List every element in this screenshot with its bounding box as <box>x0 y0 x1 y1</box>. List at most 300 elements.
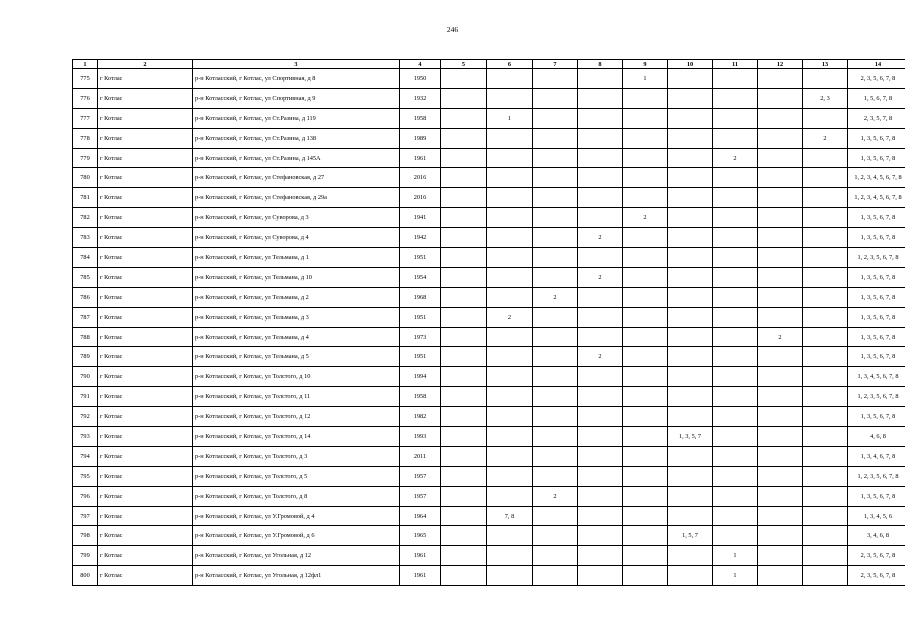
row-city: г Котлас <box>98 526 193 546</box>
row-address: р-н Котласский, г Котлас, ул Спортивная, д 9 <box>193 88 400 108</box>
row-address: р-н Котласский, г Котлас, ул Угольная, д 12 <box>193 546 400 566</box>
row-address: р-н Котласский, г Котлас, ул Толстого, д 3 <box>193 446 400 466</box>
row-address: р-н Котласский, г Котлас, ул У.Громовой, д 4 <box>193 506 400 526</box>
row-col-7 <box>533 148 578 168</box>
row-col-11 <box>713 506 758 526</box>
row-address: р-н Котласский, г Котлас, ул Тельмана, д 4 <box>193 327 400 347</box>
row-col-13 <box>803 566 848 586</box>
row-col-6 <box>487 267 533 287</box>
row-city: г Котлас <box>98 327 193 347</box>
row-col-12 <box>758 267 803 287</box>
row-col-6 <box>487 208 533 228</box>
row-col-14: 1, 3, 4, 5, 6, 7, 8 <box>848 367 905 387</box>
row-address: р-н Котласский, г Котлас, ул Ст.Разина, д 119 <box>193 108 400 128</box>
row-col-12 <box>758 546 803 566</box>
row-col-14: 1, 3, 4, 6, 7, 8 <box>848 446 905 466</box>
row-col-7 <box>533 566 578 586</box>
row-col-12 <box>758 446 803 466</box>
row-col-5 <box>441 168 487 188</box>
row-col-14: 1, 3, 5, 6, 7, 8 <box>848 347 905 367</box>
row-year: 1954 <box>400 267 441 287</box>
row-col-6 <box>487 407 533 427</box>
row-col-12 <box>758 88 803 108</box>
column-header: 12 <box>758 60 803 69</box>
row-col-14: 1, 2, 3, 4, 5, 6, 7, 8 <box>848 168 905 188</box>
row-col-6 <box>487 486 533 506</box>
row-col-8 <box>578 108 623 128</box>
row-year: 1964 <box>400 506 441 526</box>
column-header: 13 <box>803 60 848 69</box>
row-city: г Котлас <box>98 287 193 307</box>
row-col-5 <box>441 307 487 327</box>
row-col-7 <box>533 446 578 466</box>
row-year: 1951 <box>400 347 441 367</box>
row-year: 1968 <box>400 287 441 307</box>
table-row <box>73 387 905 407</box>
data-table <box>72 59 905 586</box>
row-col-6 <box>487 327 533 347</box>
row-city: г Котлас <box>98 108 193 128</box>
row-col-14: 4, 6, 8 <box>848 427 905 447</box>
row-col-6 <box>487 168 533 188</box>
row-col-11 <box>713 526 758 546</box>
row-col-14: 2, 3, 5, 6, 7, 8 <box>848 546 905 566</box>
row-col-5 <box>441 466 487 486</box>
row-city: г Котлас <box>98 168 193 188</box>
table-row <box>73 267 905 287</box>
row-year: 1982 <box>400 407 441 427</box>
row-col-9 <box>623 248 668 268</box>
row-number: 780 <box>73 168 98 188</box>
row-col-9 <box>623 546 668 566</box>
row-col-13 <box>803 188 848 208</box>
row-col-8 <box>578 168 623 188</box>
table-row <box>73 188 905 208</box>
row-col-14: 1, 2, 3, 4, 5, 6, 7, 8 <box>848 188 905 208</box>
row-col-5 <box>441 188 487 208</box>
row-col-13 <box>803 228 848 248</box>
row-col-9 <box>623 168 668 188</box>
row-col-10 <box>668 128 713 148</box>
row-col-5 <box>441 88 487 108</box>
row-col-11 <box>713 248 758 268</box>
row-city: г Котлас <box>98 128 193 148</box>
row-col-14: 1, 2, 3, 5, 6, 7, 8 <box>848 387 905 407</box>
row-col-10 <box>668 566 713 586</box>
row-col-11 <box>713 307 758 327</box>
row-col-14: 3, 4, 6, 8 <box>848 526 905 546</box>
row-col-13 <box>803 108 848 128</box>
row-col-8 <box>578 466 623 486</box>
row-col-10 <box>668 367 713 387</box>
page-number: 246 <box>446 25 459 34</box>
row-city: г Котлас <box>98 88 193 108</box>
row-col-6 <box>487 228 533 248</box>
row-year: 2016 <box>400 188 441 208</box>
row-col-9 <box>623 88 668 108</box>
row-col-5 <box>441 427 487 447</box>
row-col-10 <box>668 228 713 248</box>
row-col-11 <box>713 267 758 287</box>
row-address: р-н Котласский, г Котлас, ул Толстого, д 8 <box>193 486 400 506</box>
row-col-6 <box>487 566 533 586</box>
row-city: г Котлас <box>98 188 193 208</box>
row-col-8 <box>578 287 623 307</box>
row-col-12 <box>758 387 803 407</box>
row-address: р-н Котласский, г Котлас, ул Тельмана, д 1 <box>193 248 400 268</box>
row-col-14: 2, 3, 5, 6, 7, 8 <box>848 69 905 89</box>
row-col-5 <box>441 128 487 148</box>
row-col-7 <box>533 506 578 526</box>
row-col-14: 1, 3, 5, 6, 7, 8 <box>848 327 905 347</box>
row-col-11 <box>713 427 758 447</box>
row-number: 800 <box>73 566 98 586</box>
row-year: 1989 <box>400 128 441 148</box>
row-col-13 <box>803 427 848 447</box>
row-col-9 <box>623 188 668 208</box>
row-city: г Котлас <box>98 387 193 407</box>
row-col-13 <box>803 168 848 188</box>
row-col-7 <box>533 88 578 108</box>
row-col-6 <box>487 367 533 387</box>
row-col-12 <box>758 287 803 307</box>
row-col-11 <box>713 69 758 89</box>
row-col-14: 2, 3, 5, 7, 8 <box>848 108 905 128</box>
row-col-9 <box>623 108 668 128</box>
row-col-8 <box>578 128 623 148</box>
table-row <box>73 327 905 347</box>
row-col-8 <box>578 387 623 407</box>
row-col-6 <box>487 287 533 307</box>
row-col-8 <box>578 148 623 168</box>
row-address: р-н Котласский, г Котлас, ул Стефановская, д 27 <box>193 168 400 188</box>
row-col-12 <box>758 566 803 586</box>
row-col-9 <box>623 347 668 367</box>
row-col-12 <box>758 367 803 387</box>
row-year: 1950 <box>400 69 441 89</box>
row-col-10 <box>668 168 713 188</box>
row-city: г Котлас <box>98 546 193 566</box>
row-number: 781 <box>73 188 98 208</box>
row-col-13 <box>803 208 848 228</box>
row-col-8 <box>578 327 623 347</box>
column-header: 11 <box>713 60 758 69</box>
row-col-12 <box>758 69 803 89</box>
row-address: р-н Котласский, г Котлас, ул Ст.Разина, д 138 <box>193 128 400 148</box>
row-col-5 <box>441 506 487 526</box>
row-col-5 <box>441 387 487 407</box>
row-col-12 <box>758 248 803 268</box>
row-address: р-н Котласский, г Котлас, ул Тельмана, д 3 <box>193 307 400 327</box>
table-row <box>73 208 905 228</box>
row-col-13 <box>803 367 848 387</box>
row-col-12 <box>758 228 803 248</box>
table-row <box>73 248 905 268</box>
row-col-5 <box>441 287 487 307</box>
row-col-6 <box>487 347 533 367</box>
row-address: р-н Котласский, г Котлас, ул У.Громовой, д 6 <box>193 526 400 546</box>
row-col-5 <box>441 228 487 248</box>
row-col-11 <box>713 446 758 466</box>
row-address: р-н Котласский, г Котлас, ул Толстого, д 14 <box>193 427 400 447</box>
row-col-13 <box>803 347 848 367</box>
row-col-13: 2 <box>803 128 848 148</box>
table-row <box>73 108 905 128</box>
row-city: г Котлас <box>98 248 193 268</box>
row-col-7 <box>533 128 578 148</box>
row-col-8 <box>578 307 623 327</box>
table-row <box>73 367 905 387</box>
column-header: 7 <box>533 60 578 69</box>
row-city: г Котлас <box>98 228 193 248</box>
row-col-7 <box>533 267 578 287</box>
row-number: 787 <box>73 307 98 327</box>
row-col-12 <box>758 506 803 526</box>
row-col-6 <box>487 466 533 486</box>
row-col-6 <box>487 427 533 447</box>
row-city: г Котлас <box>98 69 193 89</box>
table-row <box>73 407 905 427</box>
row-col-14: 1, 3, 5, 6, 7, 8 <box>848 128 905 148</box>
row-col-9 <box>623 387 668 407</box>
row-col-14: 1, 3, 5, 6, 7, 8 <box>848 148 905 168</box>
row-col-14: 1, 3, 5, 6, 7, 8 <box>848 208 905 228</box>
table-row <box>73 307 905 327</box>
row-year: 1961 <box>400 148 441 168</box>
row-col-13 <box>803 466 848 486</box>
row-col-7 <box>533 228 578 248</box>
row-col-14: 1, 3, 5, 6, 7, 8 <box>848 307 905 327</box>
row-col-10 <box>668 108 713 128</box>
row-col-7: 2 <box>533 287 578 307</box>
row-col-14: 1, 3, 5, 6, 7, 8 <box>848 287 905 307</box>
row-col-7 <box>533 427 578 447</box>
row-col-10 <box>668 446 713 466</box>
row-col-6 <box>487 546 533 566</box>
row-col-9 <box>623 307 668 327</box>
row-col-10 <box>668 466 713 486</box>
column-header: 9 <box>623 60 668 69</box>
row-col-10 <box>668 287 713 307</box>
row-col-10 <box>668 208 713 228</box>
column-header: 8 <box>578 60 623 69</box>
row-col-11 <box>713 228 758 248</box>
column-header: 3 <box>193 60 400 69</box>
row-col-12: 2 <box>758 327 803 347</box>
row-col-8: 2 <box>578 267 623 287</box>
table-row <box>73 287 905 307</box>
row-address: р-н Котласский, г Котлас, ул Толстого, д 11 <box>193 387 400 407</box>
row-year: 1942 <box>400 228 441 248</box>
row-col-8 <box>578 407 623 427</box>
row-col-7 <box>533 248 578 268</box>
row-col-8 <box>578 188 623 208</box>
row-address: р-н Котласский, г Котлас, ул Тельмана, д 10 <box>193 267 400 287</box>
row-number: 783 <box>73 228 98 248</box>
row-col-6 <box>487 128 533 148</box>
row-col-10 <box>668 148 713 168</box>
row-col-13 <box>803 69 848 89</box>
row-col-8: 2 <box>578 228 623 248</box>
row-city: г Котлас <box>98 367 193 387</box>
row-city: г Котлас <box>98 446 193 466</box>
table-row <box>73 486 905 506</box>
row-col-14: 1, 3, 5, 6, 7, 8 <box>848 267 905 287</box>
table-row <box>73 148 905 168</box>
row-col-7 <box>533 367 578 387</box>
row-city: г Котлас <box>98 347 193 367</box>
row-col-5 <box>441 208 487 228</box>
row-col-5 <box>441 347 487 367</box>
table-row <box>73 168 905 188</box>
row-col-6 <box>487 526 533 546</box>
row-col-11 <box>713 188 758 208</box>
row-address: р-н Котласский, г Котлас, ул Тельмана, д 5 <box>193 347 400 367</box>
row-col-13 <box>803 148 848 168</box>
row-col-12 <box>758 208 803 228</box>
row-col-9 <box>623 506 668 526</box>
row-year: 2016 <box>400 168 441 188</box>
row-col-13 <box>803 546 848 566</box>
row-col-14: 1, 5, 6, 7, 8 <box>848 88 905 108</box>
row-city: г Котлас <box>98 148 193 168</box>
row-col-10 <box>668 88 713 108</box>
row-col-13 <box>803 307 848 327</box>
row-col-14: 2, 3, 5, 6, 7, 8 <box>848 566 905 586</box>
row-number: 791 <box>73 387 98 407</box>
row-number: 782 <box>73 208 98 228</box>
row-col-9 <box>623 287 668 307</box>
row-col-5 <box>441 446 487 466</box>
column-header: 1 <box>73 60 98 69</box>
row-year: 1951 <box>400 307 441 327</box>
row-col-9 <box>623 128 668 148</box>
row-address: р-н Котласский, г Котлас, ул Толстого, д 10 <box>193 367 400 387</box>
row-year: 1932 <box>400 88 441 108</box>
row-col-13 <box>803 446 848 466</box>
row-number: 794 <box>73 446 98 466</box>
row-number: 775 <box>73 69 98 89</box>
row-year: 1965 <box>400 526 441 546</box>
row-number: 793 <box>73 427 98 447</box>
row-city: г Котлас <box>98 307 193 327</box>
row-col-8 <box>578 526 623 546</box>
row-col-6 <box>487 387 533 407</box>
row-col-6 <box>487 248 533 268</box>
row-col-6 <box>487 188 533 208</box>
row-col-12 <box>758 486 803 506</box>
row-col-5 <box>441 248 487 268</box>
row-year: 1941 <box>400 208 441 228</box>
row-col-11: 1 <box>713 546 758 566</box>
row-city: г Котлас <box>98 466 193 486</box>
row-col-12 <box>758 108 803 128</box>
row-number: 795 <box>73 466 98 486</box>
row-col-5 <box>441 69 487 89</box>
row-col-12 <box>758 347 803 367</box>
column-header: 6 <box>487 60 533 69</box>
row-col-11: 2 <box>713 148 758 168</box>
row-col-7 <box>533 347 578 367</box>
row-number: 776 <box>73 88 98 108</box>
row-col-11: 1 <box>713 566 758 586</box>
row-col-9 <box>623 446 668 466</box>
row-number: 777 <box>73 108 98 128</box>
row-col-7 <box>533 108 578 128</box>
row-number: 778 <box>73 128 98 148</box>
row-address: р-н Котласский, г Котлас, ул Ст.Разина, д 145А <box>193 148 400 168</box>
row-col-10 <box>668 248 713 268</box>
row-col-10 <box>668 188 713 208</box>
row-number: 784 <box>73 248 98 268</box>
row-col-8 <box>578 248 623 268</box>
row-col-7 <box>533 546 578 566</box>
row-col-11 <box>713 168 758 188</box>
table-row <box>73 546 905 566</box>
row-city: г Котлас <box>98 208 193 228</box>
table-row <box>73 228 905 248</box>
row-col-5 <box>441 148 487 168</box>
table-row <box>73 466 905 486</box>
row-col-13 <box>803 267 848 287</box>
row-col-6: 1 <box>487 108 533 128</box>
row-col-8 <box>578 208 623 228</box>
table-row <box>73 347 905 367</box>
row-col-7 <box>533 466 578 486</box>
row-col-10 <box>668 307 713 327</box>
row-col-12 <box>758 407 803 427</box>
table-row <box>73 128 905 148</box>
row-col-6: 2 <box>487 307 533 327</box>
row-col-5 <box>441 367 487 387</box>
row-col-12 <box>758 307 803 327</box>
row-col-10 <box>668 546 713 566</box>
row-year: 1957 <box>400 486 441 506</box>
row-col-11 <box>713 367 758 387</box>
row-col-11 <box>713 347 758 367</box>
row-year: 1958 <box>400 108 441 128</box>
row-col-7 <box>533 188 578 208</box>
table-row <box>73 446 905 466</box>
row-col-11 <box>713 208 758 228</box>
row-col-13 <box>803 287 848 307</box>
row-col-5 <box>441 407 487 427</box>
row-col-11 <box>713 466 758 486</box>
row-col-10 <box>668 347 713 367</box>
row-col-13 <box>803 526 848 546</box>
row-col-12 <box>758 128 803 148</box>
row-col-12 <box>758 188 803 208</box>
row-col-6 <box>487 446 533 466</box>
row-address: р-н Котласский, г Котлас, ул Спортивная, д 8 <box>193 69 400 89</box>
column-header: 4 <box>400 60 441 69</box>
row-city: г Котлас <box>98 486 193 506</box>
row-col-9 <box>623 526 668 546</box>
row-col-8 <box>578 566 623 586</box>
table-row <box>73 427 905 447</box>
row-col-7: 2 <box>533 486 578 506</box>
row-city: г Котлас <box>98 506 193 526</box>
row-city: г Котлас <box>98 427 193 447</box>
row-col-9 <box>623 427 668 447</box>
row-col-5 <box>441 486 487 506</box>
table-body <box>73 69 905 586</box>
row-col-14: 1, 2, 3, 5, 6, 7, 8 <box>848 248 905 268</box>
row-col-9 <box>623 228 668 248</box>
row-col-10 <box>668 69 713 89</box>
row-col-5 <box>441 546 487 566</box>
row-city: г Котлас <box>98 566 193 586</box>
